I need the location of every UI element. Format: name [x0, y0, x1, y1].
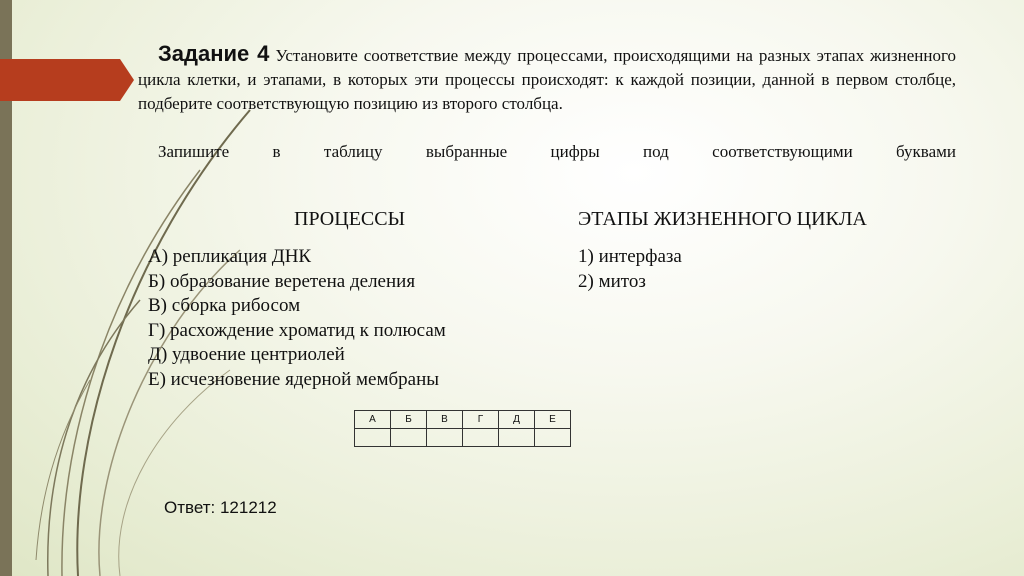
list-item: 2) митоз [578, 270, 646, 292]
table-cell: Б [391, 411, 427, 429]
instruction: Запишите в таблицу выбранные цифры под соответствующими буквами [158, 142, 956, 161]
table-cell: Д [499, 411, 535, 429]
list-item: Г) расхождение хроматид к полюсам [148, 319, 446, 341]
table-cell [427, 429, 463, 447]
list-item: Е) исчезновение ядерной мембраны [148, 368, 440, 390]
list-item: 1) интерфаза [578, 246, 682, 267]
answer-table [354, 410, 571, 447]
answer-table-header-row [355, 411, 571, 429]
red-arrow-accent [0, 59, 134, 101]
task-text [138, 42, 956, 116]
task-label: Задание 4 [158, 41, 270, 66]
stages-heading: ЭТАПЫ ЖИЗНЕННОГО ЦИКЛА [578, 208, 867, 230]
table-cell: Е [535, 411, 571, 429]
list-item: Б) образование веретена деления [148, 270, 416, 292]
processes-heading: ПРОЦЕССЫ [294, 208, 406, 230]
table-cell: В [427, 411, 463, 429]
table-cell: А [355, 411, 391, 429]
table-cell [535, 429, 571, 447]
answer-table-value-row [355, 429, 571, 447]
list-item: Д) удвоение центриолей [148, 344, 345, 365]
table-cell [355, 429, 391, 447]
task-description: Установите соответствие между процессами, происходящими на разных этапах жизненного цикла клетки, и этапами, в которых эти процессы происходят: к каждой позиции, данной в первом столбце, подберите соответствующую позицию из второго столбца. [138, 46, 956, 113]
answer-text: Ответ: 121212 [164, 498, 277, 517]
table-cell [391, 429, 427, 447]
table-cell [463, 429, 499, 447]
table-cell [499, 429, 535, 447]
list-item: А) репликация ДНК [148, 246, 312, 267]
stages-list [578, 245, 682, 294]
list-item: В) сборка рибосом [148, 295, 301, 316]
table-cell: Г [463, 411, 499, 429]
processes-list [148, 245, 446, 392]
